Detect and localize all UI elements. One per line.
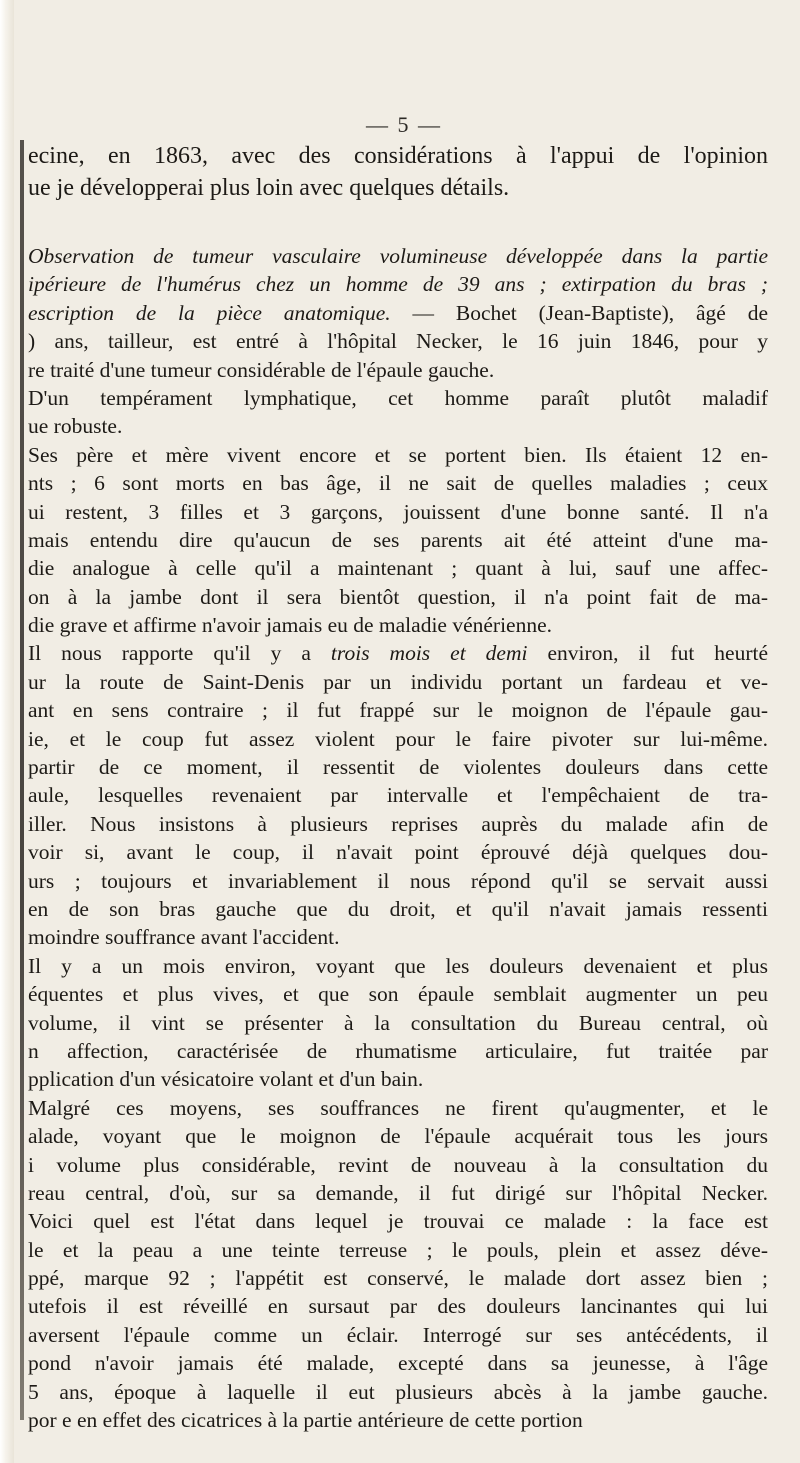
page-number: — 5 — <box>366 112 442 137</box>
document-page <box>28 0 780 1463</box>
text-line: ue je développerai plus loin avec quelques détails. <box>28 175 510 201</box>
text-line: re traité d'une tumeur considérable de l'épaule gauche. <box>28 357 495 382</box>
text-line: volume, il vint se présenter à la consultation du Bureau central, où <box>28 1010 768 1035</box>
text-line: moindre souffrance avant l'accident. <box>28 925 340 950</box>
text-line: Ses père et mère vivent encore et se portent bien. Ils étaient 12 en- <box>28 442 768 467</box>
text-line: ant en sens contraire ; il fut frappé sur le moignon de l'épaule gau- <box>28 698 768 723</box>
text-line: pond n'avoir jamais été malade, excepté dans sa jeunesse, à l'âge <box>28 1351 768 1376</box>
text-line: on à la jambe dont il sera bientôt question, il n'a point fait de ma- <box>28 584 768 609</box>
text-line: ipérieure de l'humérus chez un homme de 39 ans ; extirpation du bras ; <box>28 272 768 297</box>
text-line: utefois il est réveillé en sursaut par des douleurs lancinantes qui lui <box>28 1294 768 1319</box>
page-binding-shadow <box>0 0 14 1463</box>
text-line: i volume plus considérable, revint de nouveau à la consultation du <box>28 1152 768 1177</box>
text-line: urs ; toujours et invariablement il nous répond qu'il se servait aussi <box>28 868 768 893</box>
intro-paragraph <box>28 140 768 204</box>
text-line: D'un tempérament lymphatique, cet homme paraît plutôt maladif <box>28 385 768 410</box>
text-line: pplication d'un vésicatoire volant et d'un bain. <box>28 1067 424 1092</box>
text-line: partir de ce moment, il ressentit de violentes douleurs dans cette <box>28 755 768 780</box>
text-line: voir si, avant le coup, il n'avait point éprouvé déjà quelques dou- <box>28 840 768 865</box>
text-line: Malgré ces moyens, ses souffrances ne firent qu'augmenter, et le <box>28 1095 768 1120</box>
text-line: nts ; 6 sont morts en bas âge, il ne sait de quelles maladies ; ceux <box>28 471 768 496</box>
text-line: die analogue à celle qu'il a maintenant ; quant à lui, sauf une affec- <box>28 556 768 581</box>
text-line: ecine, en 1863, avec des considérations à l'appui de l'opinion <box>28 143 768 169</box>
observation-body <box>28 242 768 1434</box>
text-line: aversent l'épaule comme un éclair. Interrogé sur ses antécédents, il <box>28 1322 768 1347</box>
text-line: alade, voyant que le moignon de l'épaule acquérait tous les jours <box>28 1124 768 1149</box>
text-line: ur la route de Saint-Denis par un individu portant un fardeau et ve- <box>28 669 768 694</box>
text-line: Voici quel est l'état dans lequel je trouvai ce malade : la face est <box>28 1209 768 1234</box>
text-line: Il y a un mois environ, voyant que les douleurs devenaient et plus <box>28 953 768 978</box>
text-line: aule, lesquelles revenaient par intervalle et l'empêchaient de tra- <box>28 783 768 808</box>
text-line: ui restent, 3 filles et 3 garçons, jouissent d'une bonne santé. Il n'a <box>28 499 768 524</box>
text-line: ie, et le coup fut assez violent pour le faire pivoter sur lui-même. <box>28 726 768 751</box>
text-line: mais entendu dire qu'aucun de ses parents ait été atteint d'une ma- <box>28 527 768 552</box>
text-line: équentes et plus vives, et que son épaule semblait augmenter un peu <box>28 982 768 1007</box>
text-line: por e en effet des cicatrices à la partie antérieure de cette portion <box>28 1408 583 1433</box>
text-line: ppé, marque 92 ; l'appétit est conservé, le malade dort assez bien ; <box>28 1266 768 1291</box>
text-line: n affection, caractérisée de rhumatisme articulaire, fut traitée par <box>28 1038 768 1063</box>
text-line: die grave et affirme n'avoir jamais eu de maladie vénérienne. <box>28 613 553 638</box>
gutter-shadow-line <box>20 140 24 1420</box>
text-line: escription de la pièce anatomique. — Bochet (Jean-Baptiste), âgé de <box>28 300 768 325</box>
text-line: ) ans, tailleur, est entré à l'hôpital Necker, le 16 juin 1846, pour y <box>28 329 768 354</box>
text-line: Observation de tumeur vasculaire volumineuse développée dans la partie <box>28 244 768 268</box>
text-line: le et la peau a une teinte terreuse ; le pouls, plein et assez déve- <box>28 1237 768 1262</box>
text-line: 5 ans, époque à laquelle il eut plusieurs abcès à la jambe gauche. <box>28 1379 768 1404</box>
text-line: Il nous rapporte qu'il y a trois mois et demi environ, il fut heurté <box>28 641 768 666</box>
text-line: en de son bras gauche que du droit, et qu'il n'avait jamais ressenti <box>28 896 768 921</box>
text-line: reau central, d'où, sur sa demande, il fut dirigé sur l'hôpital Necker. <box>28 1180 768 1205</box>
text-line: iller. Nous insistons à plusieurs reprises auprès du malade afin de <box>28 811 768 836</box>
text-line: ue robuste. <box>28 414 123 439</box>
